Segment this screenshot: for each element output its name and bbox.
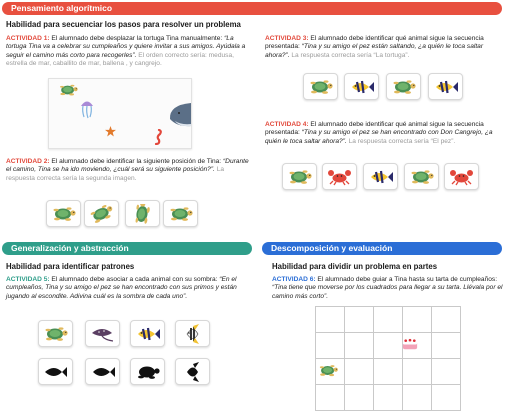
activity-6-text: ACTIVIDAD 6: El alumnado debe guiar a Tina hasta su tarta de cumpleaños: “Tina tiene que moverse por los cuadrados para llegar a su tarta. Llévala por el camino más corto”.: [272, 276, 503, 300]
section1-heading: Habilidad para secuenciar los pasos para resolver un problema: [6, 20, 241, 29]
turtle-icon: [50, 204, 77, 224]
act4-card-4[interactable]: [404, 163, 439, 190]
activity-5-text: ACTIVIDAD 5: El alumnado debe asociar a cada animal con su sombra: “En el cumpleaños, Tina y su amigo el pez se han encontrado con sus primos y están jugando al escondite. Adivina cuál es la sombra de cada uno”.: [6, 276, 237, 300]
jellyfish-icon: [79, 97, 95, 119]
section2-heading: Habilidad para identificar patrones: [6, 262, 135, 271]
act4-card-2[interactable]: [322, 163, 357, 190]
starfish-icon: [105, 126, 116, 137]
fish-icon: [432, 77, 459, 97]
turtle-icon: [88, 204, 115, 224]
turtle-icon: [390, 77, 417, 97]
act4-card-5[interactable]: [444, 163, 479, 190]
whale-icon: [167, 99, 191, 129]
fish-shadow-icon: [42, 362, 69, 382]
grid-cell[interactable]: [432, 385, 461, 411]
fish-shadow-icon: [89, 362, 116, 382]
turtle-icon: [129, 204, 156, 224]
grid-cell[interactable]: [403, 307, 432, 333]
section-title-generalizacion: Generalización y abstracción: [2, 242, 252, 255]
turtle-icon: [286, 167, 313, 187]
grid-cell[interactable]: [316, 333, 345, 359]
cake-icon: [398, 334, 422, 353]
act3-card-1[interactable]: [303, 73, 338, 100]
activity-3-text: ACTIVIDAD 3: El alumnado debe identificar qué animal sigue la secuencia presentada: “Tina y su amigo el pez están saltando, ¿a quién le toca saltar ahora?”. La respuesta correcta sería “La tortuga”.: [265, 35, 484, 59]
grid-cell[interactable]: [432, 359, 461, 385]
activity-1-text: ACTIVIDAD 1: El alumnado debe desplazar la tortuga Tina manualmente: “La tortuga Tina va a celebrar su cumpleaños y quiere invitar a sus amigos. Ayúdala a seguir el camino más corto para recogerles”. El orden correcto sería: medusa, estrella de mar, caballito de mar, ballena , y cangrejo.: [6, 35, 246, 67]
turtle-icon: [317, 362, 339, 379]
path-grid: [315, 306, 461, 411]
grid-cell[interactable]: [345, 385, 374, 411]
act2-option-1[interactable]: [46, 200, 81, 227]
grid-cell[interactable]: [403, 359, 432, 385]
act2-option-3[interactable]: [125, 200, 160, 227]
turtle-icon: [57, 82, 79, 98]
act2-option-2[interactable]: [84, 200, 119, 227]
act3-card-4[interactable]: [428, 73, 463, 100]
act5-shadow-1[interactable]: [38, 358, 73, 385]
act3-card-2[interactable]: [344, 73, 379, 100]
crab-icon: [448, 167, 475, 187]
act5-animal-1[interactable]: [38, 320, 73, 347]
section-title-pensamiento: Pensamiento algorítmico: [2, 2, 502, 15]
turtle-icon: [167, 204, 194, 224]
activity-4-text: ACTIVIDAD 4: El alumnado debe identificar qué animal sigue la secuencia presentada: “Tina y su amigo el pez se han encontrado con Don Cangrejo, ¿a quién le toca saltar ahora?”. La respuesta correcta sería “El pez”.: [265, 121, 493, 145]
section-title-descomposicion: Descomposición y evaluación: [262, 242, 502, 255]
grid-cell[interactable]: [345, 307, 374, 333]
fish-shadow-icon: [179, 362, 206, 382]
activity-2-text: ACTIVIDAD 2: El alumnado debe identificar la siguiente posición de Tina: “Durante el camino, Tina se ha ido moviendo, ¿cuál será su siguiente posición?”. La respuesta correcta sería la segunda imagen.: [6, 158, 249, 182]
grid-cell[interactable]: [374, 385, 403, 411]
grid-cell[interactable]: [403, 385, 432, 411]
grid-cell[interactable]: [374, 359, 403, 385]
fish-icon: [134, 324, 161, 344]
crab-icon: [326, 167, 353, 187]
section3-heading: Habilidad para dividir un problema en partes: [272, 262, 438, 271]
grid-cell[interactable]: [345, 359, 374, 385]
fish-icon: [367, 167, 394, 187]
act5-shadow-4[interactable]: [175, 358, 210, 385]
act5-animal-4[interactable]: [175, 320, 210, 347]
turtle-icon: [408, 167, 435, 187]
act4-card-1[interactable]: [282, 163, 317, 190]
grid-cell[interactable]: [316, 307, 345, 333]
act5-animal-2[interactable]: [85, 320, 120, 347]
act5-shadow-2[interactable]: [85, 358, 120, 385]
act5-shadow-3[interactable]: [130, 358, 165, 385]
grid-cell[interactable]: [316, 385, 345, 411]
fish-icon: [179, 324, 206, 344]
act2-option-4[interactable]: [163, 200, 198, 227]
ocean-path-scene: [48, 78, 192, 149]
grid-cell[interactable]: [432, 307, 461, 333]
turtle-shadow-icon: [134, 362, 161, 382]
turtle-icon: [307, 77, 334, 97]
grid-cell[interactable]: [432, 333, 461, 359]
fish-icon: [348, 77, 375, 97]
act4-card-3[interactable]: [363, 163, 398, 190]
act3-card-3[interactable]: [386, 73, 421, 100]
seahorse-icon: [153, 129, 163, 145]
act5-animal-3[interactable]: [130, 320, 165, 347]
grid-cell[interactable]: [345, 333, 374, 359]
turtle-icon: [42, 324, 69, 344]
ray-icon: [89, 324, 116, 344]
grid-cell[interactable]: [374, 307, 403, 333]
